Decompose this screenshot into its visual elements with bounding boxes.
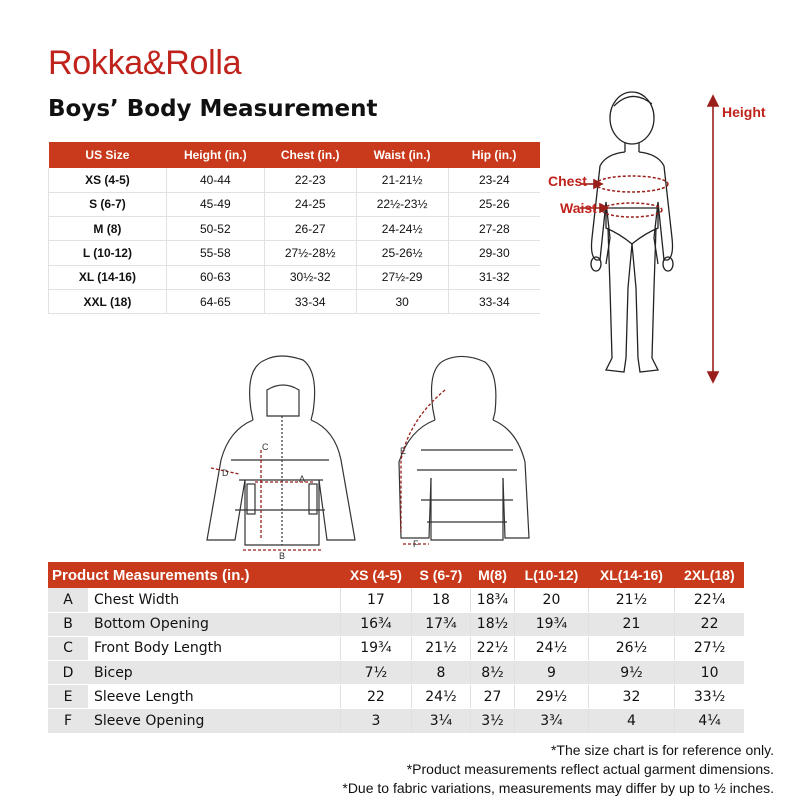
page-title: Boys’ Body Measurement bbox=[48, 96, 378, 122]
size-cell: XS (4-5) bbox=[49, 168, 167, 192]
table-cell: 17¾ bbox=[412, 612, 471, 636]
table-cell: 16¾ bbox=[340, 612, 411, 636]
table-cell: 20 bbox=[515, 588, 589, 612]
table-cell: 24½ bbox=[412, 685, 471, 709]
measurement-name: Bottom Opening bbox=[88, 612, 340, 636]
column-header: Chest (in.) bbox=[264, 142, 356, 168]
table-cell: 4¼ bbox=[675, 709, 744, 733]
row-letter: C bbox=[48, 636, 88, 660]
jacket-diagram bbox=[195, 350, 555, 560]
table-cell: 32 bbox=[588, 685, 674, 709]
size-cell: M (8) bbox=[49, 217, 167, 241]
footnote: *The size chart is for reference only. bbox=[550, 742, 774, 758]
table-cell: 3¼ bbox=[412, 709, 471, 733]
column-header: US Size bbox=[49, 142, 167, 168]
table-cell: 10 bbox=[675, 661, 744, 685]
table-cell: 8½ bbox=[470, 661, 514, 685]
footnote: *Due to fabric variations, measurements may differ by up to ½ inches. bbox=[342, 780, 774, 796]
row-letter: E bbox=[48, 685, 88, 709]
table-cell: 17 bbox=[340, 588, 411, 612]
measurement-name: Chest Width bbox=[88, 588, 340, 612]
table-cell: 25-26 bbox=[448, 192, 540, 216]
row-letter: B bbox=[48, 612, 88, 636]
column-header: XS (4-5) bbox=[340, 562, 411, 588]
table-row bbox=[49, 217, 541, 241]
table-cell: 18 bbox=[412, 588, 471, 612]
table-cell: 33-34 bbox=[264, 289, 356, 313]
column-header: Height (in.) bbox=[166, 142, 264, 168]
table-cell: 21½ bbox=[412, 636, 471, 660]
table-cell: 21½ bbox=[588, 588, 674, 612]
column-header: Hip (in.) bbox=[448, 142, 540, 168]
brand-logo: Rokka&Rolla bbox=[48, 44, 242, 82]
table-row bbox=[48, 588, 744, 612]
table-cell: 33½ bbox=[675, 685, 744, 709]
table-cell: 24-24½ bbox=[356, 217, 448, 241]
table-cell: 24½ bbox=[515, 636, 589, 660]
table-cell: 45-49 bbox=[166, 192, 264, 216]
table-cell: 27-28 bbox=[448, 217, 540, 241]
row-letter: D bbox=[48, 661, 88, 685]
dimension-label-c: C bbox=[262, 442, 269, 452]
footnote: *Product measurements reflect actual garment dimensions. bbox=[406, 761, 774, 777]
chest-label: Chest bbox=[548, 173, 587, 189]
measurement-name: Sleeve Length bbox=[88, 685, 340, 709]
column-header: 2XL(18) bbox=[675, 562, 744, 588]
table-cell: 30½-32 bbox=[264, 265, 356, 289]
table-cell: 30 bbox=[356, 289, 448, 313]
table-header-row bbox=[49, 142, 541, 168]
dimension-label-d: D bbox=[222, 468, 229, 478]
table-row bbox=[49, 241, 541, 265]
height-label: Height bbox=[722, 104, 766, 120]
table-row bbox=[48, 612, 744, 636]
table-row bbox=[49, 289, 541, 313]
dimension-label-a: A bbox=[299, 474, 306, 484]
row-letter: A bbox=[48, 588, 88, 612]
size-cell: XXL (18) bbox=[49, 289, 167, 313]
table-cell: 50-52 bbox=[166, 217, 264, 241]
table-row bbox=[48, 661, 744, 685]
product-measurement-table bbox=[48, 562, 744, 734]
table-cell: 27 bbox=[470, 685, 514, 709]
table-cell: 3½ bbox=[470, 709, 514, 733]
measurement-name: Front Body Length bbox=[88, 636, 340, 660]
table-cell: 27½-28½ bbox=[264, 241, 356, 265]
table-cell: 22 bbox=[340, 685, 411, 709]
column-header: M(8) bbox=[470, 562, 514, 588]
dimension-label-b: B bbox=[279, 551, 286, 561]
table-cell: 3 bbox=[340, 709, 411, 733]
column-header: Waist (in.) bbox=[356, 142, 448, 168]
table-cell: 19¾ bbox=[340, 636, 411, 660]
table-cell: 27½ bbox=[675, 636, 744, 660]
table-cell: 29½ bbox=[515, 685, 589, 709]
product-table-title: Product Measurements (in.) bbox=[48, 562, 340, 588]
table-cell: 64-65 bbox=[166, 289, 264, 313]
table-cell: 18½ bbox=[470, 612, 514, 636]
table-cell: 29-30 bbox=[448, 241, 540, 265]
table-row bbox=[48, 636, 744, 660]
table-cell: 27½-29 bbox=[356, 265, 448, 289]
table-cell: 18¾ bbox=[470, 588, 514, 612]
waist-label: Waist bbox=[560, 200, 597, 216]
table-row bbox=[49, 265, 541, 289]
table-cell: 23-24 bbox=[448, 168, 540, 192]
table-cell: 19¾ bbox=[515, 612, 589, 636]
table-cell: 55-58 bbox=[166, 241, 264, 265]
footnotes bbox=[342, 741, 774, 798]
table-cell: 22½ bbox=[470, 636, 514, 660]
table-row bbox=[48, 685, 744, 709]
table-cell: 8 bbox=[412, 661, 471, 685]
table-cell: 22¼ bbox=[675, 588, 744, 612]
table-cell: 4 bbox=[588, 709, 674, 733]
size-cell: XL (14-16) bbox=[49, 265, 167, 289]
dimension-label-e: E bbox=[400, 446, 407, 456]
table-cell: 26½ bbox=[588, 636, 674, 660]
row-letter: F bbox=[48, 709, 88, 733]
column-header: XL(14-16) bbox=[588, 562, 674, 588]
table-header-row bbox=[48, 562, 744, 588]
table-cell: 9½ bbox=[588, 661, 674, 685]
size-cell: L (10-12) bbox=[49, 241, 167, 265]
table-cell: 21 bbox=[588, 612, 674, 636]
size-cell: S (6-7) bbox=[49, 192, 167, 216]
table-cell: 22½-23½ bbox=[356, 192, 448, 216]
table-cell: 7½ bbox=[340, 661, 411, 685]
table-cell: 22 bbox=[675, 612, 744, 636]
table-cell: 9 bbox=[515, 661, 589, 685]
table-row bbox=[49, 192, 541, 216]
table-cell: 22-23 bbox=[264, 168, 356, 192]
table-row bbox=[48, 709, 744, 733]
child-body-figure bbox=[540, 88, 740, 388]
table-cell: 3¾ bbox=[515, 709, 589, 733]
body-measurement-table bbox=[48, 142, 540, 314]
table-cell: 21-21½ bbox=[356, 168, 448, 192]
table-cell: 25-26½ bbox=[356, 241, 448, 265]
measurement-name: Bicep bbox=[88, 661, 340, 685]
table-cell: 31-32 bbox=[448, 265, 540, 289]
dimension-label-f: F bbox=[413, 539, 419, 549]
column-header: S (6-7) bbox=[412, 562, 471, 588]
column-header: L(10-12) bbox=[515, 562, 589, 588]
table-cell: 26-27 bbox=[264, 217, 356, 241]
table-cell: 24-25 bbox=[264, 192, 356, 216]
table-cell: 40-44 bbox=[166, 168, 264, 192]
measurement-name: Sleeve Opening bbox=[88, 709, 340, 733]
table-cell: 60-63 bbox=[166, 265, 264, 289]
table-cell: 33-34 bbox=[448, 289, 540, 313]
table-row bbox=[49, 168, 541, 192]
